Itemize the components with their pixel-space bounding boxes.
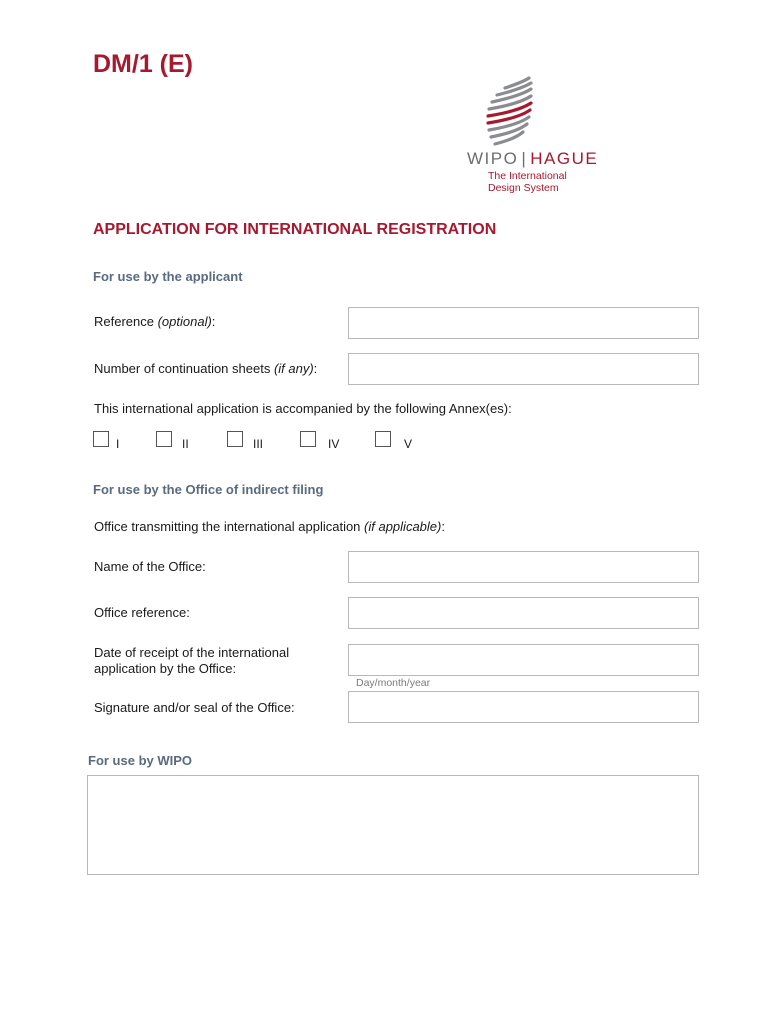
date-format-hint: Day/month/year [356, 677, 431, 689]
office-reference-input[interactable] [348, 597, 699, 629]
signature-label: Signature and/or seal of the Office: [94, 700, 295, 715]
annex-checkbox-iii[interactable] [227, 431, 243, 447]
logo-wordmark [467, 149, 598, 169]
annex-checkbox-v[interactable] [375, 431, 391, 447]
receipt-date-label: Date of receipt of the international application by the Office: [94, 645, 290, 676]
reference-input[interactable] [348, 307, 699, 339]
annex-label-ii: II [182, 437, 189, 451]
annex-checkbox-group [93, 429, 423, 453]
office-name-input[interactable] [348, 551, 699, 583]
annex-label-i: I [116, 437, 120, 451]
logo-subtitle-line2: Design System [488, 182, 559, 194]
annex-checkbox-i[interactable] [93, 431, 109, 447]
annex-checkbox-iv[interactable] [300, 431, 316, 447]
receipt-date-input[interactable] [348, 644, 699, 676]
form-code: DM/1 (E) [93, 50, 193, 78]
continuation-sheets-input[interactable] [348, 353, 699, 385]
annex-label-iii: III [253, 437, 264, 451]
annex-text: This international application is accompanied by the following Annex(es): [94, 401, 512, 416]
logo-wipo: WIPO [467, 149, 519, 168]
office-reference-label: Office reference: [94, 605, 190, 620]
annex-checkbox-ii[interactable] [156, 431, 172, 447]
office-section-heading: For use by the Office of indirect filing [93, 482, 324, 497]
reference-label: Reference (optional): [94, 314, 216, 329]
page-title: APPLICATION FOR INTERNATIONAL REGISTRATION [93, 221, 497, 238]
continuation-sheets-label: Number of continuation sheets (if any): [94, 361, 318, 376]
wipo-use-box[interactable] [87, 775, 699, 875]
wipo-section-heading: For use by WIPO [88, 753, 193, 768]
applicant-section-heading: For use by the applicant [93, 269, 243, 284]
logo-separator: | [521, 149, 528, 168]
logo-subtitle-line1: The International [488, 170, 567, 182]
transmitting-office-text: Office transmitting the international application (if applicable): [94, 519, 445, 534]
logo-hague: HAGUE [530, 149, 599, 168]
annex-label-v: V [404, 437, 413, 451]
office-name-label: Name of the Office: [94, 559, 206, 574]
signature-input[interactable] [348, 691, 699, 723]
logo-subtitle [488, 170, 567, 194]
annex-label-iv: IV [328, 437, 340, 451]
